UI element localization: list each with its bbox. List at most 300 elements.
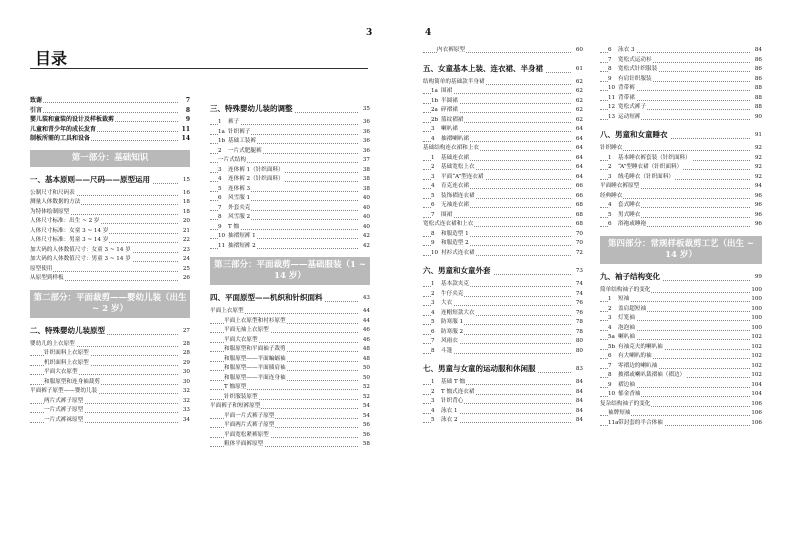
entry-text: 大衣 <box>441 300 453 306</box>
entry-number: 4 <box>608 202 612 208</box>
page-ref: 36 <box>362 128 370 138</box>
entry-title <box>608 75 653 85</box>
page-ref: 70 <box>575 230 583 240</box>
entry-title <box>608 362 658 372</box>
entry-title <box>608 333 636 343</box>
toc-entry[interactable] <box>30 115 190 125</box>
toc-entry[interactable] <box>423 144 583 154</box>
toc-entry[interactable] <box>423 328 583 338</box>
entry-title <box>431 154 470 164</box>
entry-title <box>431 211 453 221</box>
page-ref: 64 <box>575 125 583 135</box>
entry-number: 4 <box>218 176 222 182</box>
entry-title <box>608 94 636 104</box>
toc-entry[interactable] <box>423 163 583 173</box>
entry-number: 4 <box>608 324 612 331</box>
toc-entry[interactable] <box>600 144 762 154</box>
entry-title <box>44 359 90 369</box>
toc-entry[interactable] <box>600 103 762 113</box>
entry-text: 复杂结构袖子的变化 <box>600 400 651 407</box>
entry-number: 12 <box>608 104 616 110</box>
toc-entry[interactable] <box>423 309 583 319</box>
chapter-heading[interactable] <box>30 171 190 189</box>
page-ref: 56 <box>362 431 370 441</box>
page-ref: 18 <box>182 198 190 208</box>
entry-title <box>608 220 647 230</box>
toc-entry[interactable] <box>210 393 370 403</box>
toc-entry[interactable] <box>600 201 762 211</box>
entry-text: 喇叭袖 <box>618 334 635 340</box>
entry-text: 儿童和青少年的成长发育 <box>30 125 97 133</box>
entry-number: 2b <box>431 116 439 123</box>
toc-entry[interactable] <box>210 185 370 195</box>
toc-entry[interactable] <box>210 336 370 346</box>
entry-title <box>608 295 630 305</box>
entry-text: 平面两片式裤子原型 <box>224 422 275 428</box>
toc-entry[interactable] <box>30 378 190 388</box>
toc-entry[interactable] <box>423 125 583 135</box>
entry-number: 2 <box>431 388 435 395</box>
toc-entry[interactable] <box>600 75 762 85</box>
entry-title <box>431 280 470 290</box>
chapter-heading[interactable] <box>423 360 583 378</box>
entry-text: 人体尺寸标准：女童 3 ~ 14 岁 <box>30 227 109 234</box>
entry-title <box>608 314 636 324</box>
page-ref: 40 <box>362 204 370 214</box>
entry-text: 装饰褶连衣裙 <box>441 192 475 199</box>
entry-text: 平面“A”型连衣裙 <box>441 173 484 180</box>
toc-entry[interactable] <box>30 349 190 359</box>
toc-entry[interactable] <box>30 208 190 218</box>
toc-entry[interactable] <box>423 116 583 126</box>
page-ref: 62 <box>575 106 583 116</box>
toc-entry[interactable] <box>210 147 370 157</box>
entry-number: 5a <box>608 334 615 340</box>
toc-entry[interactable] <box>423 397 583 407</box>
entry-title <box>600 144 623 154</box>
page-ref: 86 <box>754 56 762 66</box>
entry-title <box>431 230 470 240</box>
toc-entry[interactable] <box>600 163 762 173</box>
page-ref: 18 <box>182 208 190 218</box>
toc-entry[interactable] <box>423 97 583 107</box>
page-ref: 83 <box>575 366 583 372</box>
page-ref: 9 <box>185 116 190 123</box>
toc-entry[interactable] <box>600 295 762 305</box>
page-ref: 66 <box>575 192 583 202</box>
entry-title <box>218 128 251 138</box>
toc-entry[interactable] <box>30 340 190 350</box>
toc-entry[interactable] <box>210 194 370 204</box>
page-ref: 90 <box>754 113 762 123</box>
toc-entry[interactable] <box>423 249 583 259</box>
toc-entry[interactable] <box>210 156 370 166</box>
toc-entry[interactable] <box>600 211 762 221</box>
page-ref: 84 <box>754 46 762 56</box>
page-ref: 61 <box>575 65 583 72</box>
entry-number: 8 <box>608 372 612 378</box>
toc-entry[interactable] <box>423 239 583 249</box>
entry-title <box>431 347 453 357</box>
toc-entry[interactable] <box>210 232 370 242</box>
entry-number: 2 <box>218 147 222 154</box>
toc-entry[interactable] <box>600 84 762 94</box>
page-ref: 96 <box>754 220 762 230</box>
entry-text: 经典睡衣 <box>600 192 623 199</box>
toc-entry[interactable] <box>423 192 583 202</box>
page-ref: 88 <box>754 94 762 104</box>
entry-number: 9 <box>218 223 222 230</box>
toc-entry[interactable] <box>30 198 190 208</box>
page-ref: 30 <box>182 368 190 378</box>
entry-number: 9 <box>608 381 612 388</box>
entry-title <box>608 211 641 221</box>
entry-title <box>608 381 636 391</box>
entry-text: 宽松式针织服装 <box>618 66 658 72</box>
entry-text: 公制尺寸和尺码表 <box>30 189 75 196</box>
toc-entry[interactable] <box>600 409 762 419</box>
toc-entry[interactable] <box>30 189 190 199</box>
entry-text: 宽松式连衣裙和上衣 <box>423 221 474 227</box>
entry-text: 平面一片式裤子原型 <box>224 412 275 419</box>
toc-entry[interactable] <box>600 343 762 353</box>
page-ref: 104 <box>750 390 762 400</box>
entry-text: 和服原型和平面袖子裁剪 <box>224 346 286 352</box>
entry-text: 平面睡衣裤原型 <box>600 183 640 189</box>
toc-entry[interactable] <box>423 416 583 426</box>
toc-entry[interactable] <box>600 333 762 343</box>
page-ref: 44 <box>362 307 370 317</box>
entry-number: 3 <box>431 126 435 132</box>
entry-title <box>30 246 132 256</box>
toc-entry[interactable] <box>423 135 583 145</box>
toc-entry[interactable] <box>600 113 762 123</box>
entry-title <box>224 431 270 441</box>
entry-text: 针织服装原型 <box>224 393 258 400</box>
entry-number: 1 <box>218 119 222 125</box>
entry-title <box>431 407 459 417</box>
entry-title <box>30 227 109 237</box>
entry-text: 泳衣 3 <box>618 47 635 53</box>
entry-title <box>431 397 464 407</box>
toc-entry[interactable] <box>600 371 762 381</box>
page-ref: 36 <box>362 147 370 157</box>
entry-title <box>224 317 287 327</box>
page-ref: 96 <box>754 192 762 202</box>
toc-entry[interactable] <box>423 78 583 88</box>
chapter-heading[interactable] <box>30 322 190 340</box>
page-ref: 102 <box>750 352 762 362</box>
entry-title <box>224 393 259 403</box>
toc-entry[interactable] <box>423 290 583 300</box>
entry-number: 13 <box>608 113 616 120</box>
page-ref: 56 <box>362 421 370 431</box>
entry-text: 泳衣 2 <box>441 417 458 423</box>
toc-entry[interactable] <box>30 134 190 144</box>
page-ref: 25 <box>182 265 190 275</box>
entry-number: 1b <box>218 138 226 144</box>
page-ref: 32 <box>182 397 190 407</box>
toc-entry[interactable] <box>600 352 762 362</box>
entry-text: 二、特殊婴幼儿装原型 <box>30 325 105 335</box>
entry-text: 一片式肥腿裤 <box>228 147 262 154</box>
toc-entry[interactable] <box>210 431 370 441</box>
page-ref: 96 <box>754 201 762 211</box>
toc-entry[interactable] <box>600 46 762 56</box>
entry-title <box>608 419 664 429</box>
chapter-heading[interactable] <box>600 126 762 144</box>
entry-text: 裤子 <box>228 119 240 125</box>
toc-entry[interactable] <box>30 406 190 416</box>
toc-entry[interactable] <box>210 402 370 412</box>
toc-entry[interactable] <box>423 280 583 290</box>
entry-text: 风雪服 1 <box>228 195 251 201</box>
toc-entry[interactable] <box>30 359 190 369</box>
entry-text: T 恤式连衣裙 <box>441 388 475 395</box>
toc-entry[interactable] <box>423 211 583 221</box>
toc-entry[interactable] <box>210 128 370 138</box>
toc-entry[interactable] <box>30 255 190 265</box>
toc-entry[interactable] <box>423 173 583 183</box>
chapter-title <box>423 364 538 373</box>
toc-entry[interactable] <box>600 94 762 104</box>
page-ref: 58 <box>362 440 370 450</box>
entry-title <box>431 416 459 426</box>
entry-text: 运动短裤 <box>618 113 641 120</box>
entry-text: 泳衣 1 <box>441 407 458 414</box>
entry-text: 篮纹褶裙 <box>441 116 464 123</box>
entry-number: 4 <box>431 183 435 189</box>
toc-entry[interactable] <box>600 419 762 429</box>
toc-entry[interactable] <box>30 387 190 397</box>
entry-title <box>224 345 287 355</box>
toc-entry[interactable] <box>600 314 762 324</box>
chapter-title <box>423 64 545 73</box>
toc-entry[interactable] <box>30 227 190 237</box>
chapter-heading[interactable] <box>210 289 370 307</box>
toc-entry[interactable] <box>423 106 583 116</box>
toc-entry[interactable] <box>30 397 190 407</box>
entry-text: 两片式裤子原型 <box>44 397 84 404</box>
entry-text: 制板所需的工具和设备 <box>30 135 91 142</box>
toc-entry[interactable] <box>600 154 762 164</box>
toc-entry[interactable] <box>210 242 370 252</box>
entry-text: 平面上衣原型和衬衫原型 <box>224 317 286 324</box>
toc-entry[interactable] <box>423 220 583 230</box>
toc-entry[interactable] <box>423 87 583 97</box>
entry-title <box>44 368 79 378</box>
entry-title <box>431 201 470 211</box>
entry-number: 1 <box>431 281 435 287</box>
page-ref: 78 <box>575 328 583 338</box>
entry-text: 连体裤 3 <box>228 185 251 192</box>
toc-entry[interactable] <box>600 324 762 334</box>
toc-entry[interactable] <box>423 154 583 164</box>
entry-text: 加大码的人体数值尺寸：女童 3 ~ 14 岁 <box>30 246 131 253</box>
toc-entry[interactable] <box>600 390 762 400</box>
entry-text: 引言 <box>30 106 43 114</box>
toc-entry[interactable] <box>600 220 762 230</box>
chapter-heading[interactable] <box>210 100 370 118</box>
toc-entry[interactable] <box>423 407 583 417</box>
toc-entry[interactable] <box>210 137 370 147</box>
page-ref: 38 <box>362 175 370 185</box>
page-ref: 64 <box>575 163 583 173</box>
toc-entry[interactable] <box>30 246 190 256</box>
toc-entry[interactable] <box>600 381 762 391</box>
page-ref: 96 <box>754 211 762 221</box>
toc-entry[interactable] <box>210 383 370 393</box>
page-number: 3 <box>366 28 373 38</box>
entry-text: 褶边袖 <box>618 381 635 388</box>
page-ref: 100 <box>750 324 762 334</box>
entry-number: 8 <box>608 66 612 72</box>
toc-entry[interactable] <box>423 299 583 309</box>
page-ref: 102 <box>750 343 762 353</box>
toc-entry[interactable] <box>600 286 762 296</box>
toc-entry[interactable] <box>423 388 583 398</box>
entry-number: 4 <box>431 309 435 316</box>
toc-entry[interactable] <box>210 175 370 185</box>
toc-entry[interactable] <box>423 318 583 328</box>
entry-text: 和服原型和连身袖裁剪 <box>44 378 100 385</box>
toc-entry[interactable] <box>600 305 762 315</box>
page-ref: 78 <box>575 318 583 328</box>
toc-entry[interactable] <box>423 201 583 211</box>
entry-text: 和服造型 2 <box>441 240 469 246</box>
entry-number: 7 <box>431 211 435 218</box>
toc-entry[interactable] <box>423 337 583 347</box>
toc-entry[interactable] <box>423 182 583 192</box>
toc-entry[interactable] <box>210 166 370 176</box>
entry-text: 套式睡衣 <box>618 202 641 208</box>
chapter-heading[interactable] <box>600 268 762 286</box>
page-ref: 36 <box>362 118 370 128</box>
entry-number: 5b <box>608 343 616 350</box>
toc-entry[interactable] <box>210 317 370 327</box>
entry-text: 平面裤子原型——婴幼儿装 <box>30 388 98 394</box>
page-ref: 84 <box>575 388 583 398</box>
chapter-title <box>210 293 325 302</box>
toc-entry[interactable] <box>210 307 370 317</box>
entry-title <box>218 232 257 242</box>
toc-column-left-1 <box>30 96 190 425</box>
entry-text: 连体裤 1（针织面料） <box>228 166 284 173</box>
dot-leader <box>30 112 178 113</box>
toc-entry[interactable] <box>600 65 762 75</box>
page-ref: 68 <box>575 201 583 211</box>
toc-entry[interactable] <box>210 223 370 233</box>
entry-title <box>608 390 641 400</box>
page-ref: 100 <box>750 305 762 315</box>
entry-text: 和服原型——平面连身袖 <box>224 374 286 381</box>
toc-entry[interactable] <box>423 46 583 56</box>
toc-entry[interactable] <box>600 173 762 183</box>
page-ref: 73 <box>575 268 583 274</box>
entry-text: 防寒服 1 <box>441 319 464 325</box>
entry-text: 七、男童与女童的运动服和休闲服 <box>423 364 536 373</box>
entry-title <box>218 194 251 204</box>
entry-text: 有肩针织服装 <box>618 75 652 82</box>
toc-entry[interactable] <box>210 118 370 128</box>
toc-entry[interactable] <box>30 96 190 106</box>
toc-entry[interactable] <box>210 412 370 422</box>
page-ref: 94 <box>754 182 762 192</box>
toc-entry[interactable] <box>210 213 370 223</box>
entry-title <box>423 144 480 154</box>
toc-entry[interactable] <box>210 364 370 374</box>
toc-column-right-1 <box>423 46 583 426</box>
toc-entry[interactable] <box>30 265 190 275</box>
toc-entry[interactable] <box>210 440 370 450</box>
entry-text: 和服原型——平面插肩袖 <box>224 365 286 371</box>
page-ref: 104 <box>750 381 762 391</box>
title-rule <box>30 68 368 69</box>
chapter-heading[interactable] <box>423 262 583 280</box>
chapter-heading[interactable] <box>423 60 583 78</box>
page-ref: 20 <box>182 217 190 227</box>
entry-text: 平面大衣原型 <box>44 369 78 375</box>
entry-title <box>218 185 251 195</box>
toc-entry[interactable] <box>423 378 583 388</box>
entry-text: 九、袖子结构变化 <box>600 271 660 281</box>
toc-entry[interactable] <box>210 355 370 365</box>
toc-entry[interactable] <box>600 182 762 192</box>
toc-entry[interactable] <box>600 400 762 410</box>
toc-entry[interactable] <box>30 125 190 135</box>
toc-entry[interactable] <box>30 236 190 246</box>
toc-entry[interactable] <box>600 362 762 372</box>
entry-title <box>431 290 464 300</box>
entry-title <box>30 387 98 397</box>
page-ref: 88 <box>754 84 762 94</box>
entry-text: 郁金香袖 <box>618 391 641 397</box>
toc-entry[interactable] <box>600 192 762 202</box>
toc-column-left-2 <box>210 96 370 450</box>
toc-entry[interactable] <box>30 274 190 284</box>
entry-title <box>431 309 476 319</box>
entry-title <box>218 223 240 233</box>
toc-entry[interactable] <box>30 106 190 116</box>
toc-entry[interactable] <box>210 421 370 431</box>
entry-text: 平面无袖上衣原型 <box>224 327 269 333</box>
entry-text: 袖牌短袖 <box>608 410 631 416</box>
entry-text: 抽褶喇叭裙 <box>441 135 469 142</box>
toc-entry[interactable] <box>600 56 762 66</box>
page-ref: 64 <box>575 144 583 154</box>
entry-title <box>30 198 81 208</box>
toc-entry[interactable] <box>30 368 190 378</box>
toc-entry[interactable] <box>210 345 370 355</box>
entry-title <box>431 388 475 398</box>
toc-entry[interactable] <box>210 326 370 336</box>
toc-entry[interactable] <box>210 204 370 214</box>
page-ref: 50 <box>362 364 370 374</box>
entry-number: 3 <box>608 315 612 321</box>
page-ref: 44 <box>362 317 370 327</box>
entry-title <box>44 416 84 426</box>
toc-entry[interactable] <box>30 217 190 227</box>
toc-entry[interactable] <box>210 374 370 384</box>
page-ref: 106 <box>750 400 762 410</box>
entry-title <box>600 400 651 410</box>
entry-title <box>608 103 647 113</box>
toc-entry[interactable] <box>423 230 583 240</box>
entry-title <box>431 239 470 249</box>
entry-title <box>431 299 453 309</box>
toc-entry[interactable] <box>30 416 190 426</box>
toc-entry[interactable] <box>423 347 583 357</box>
